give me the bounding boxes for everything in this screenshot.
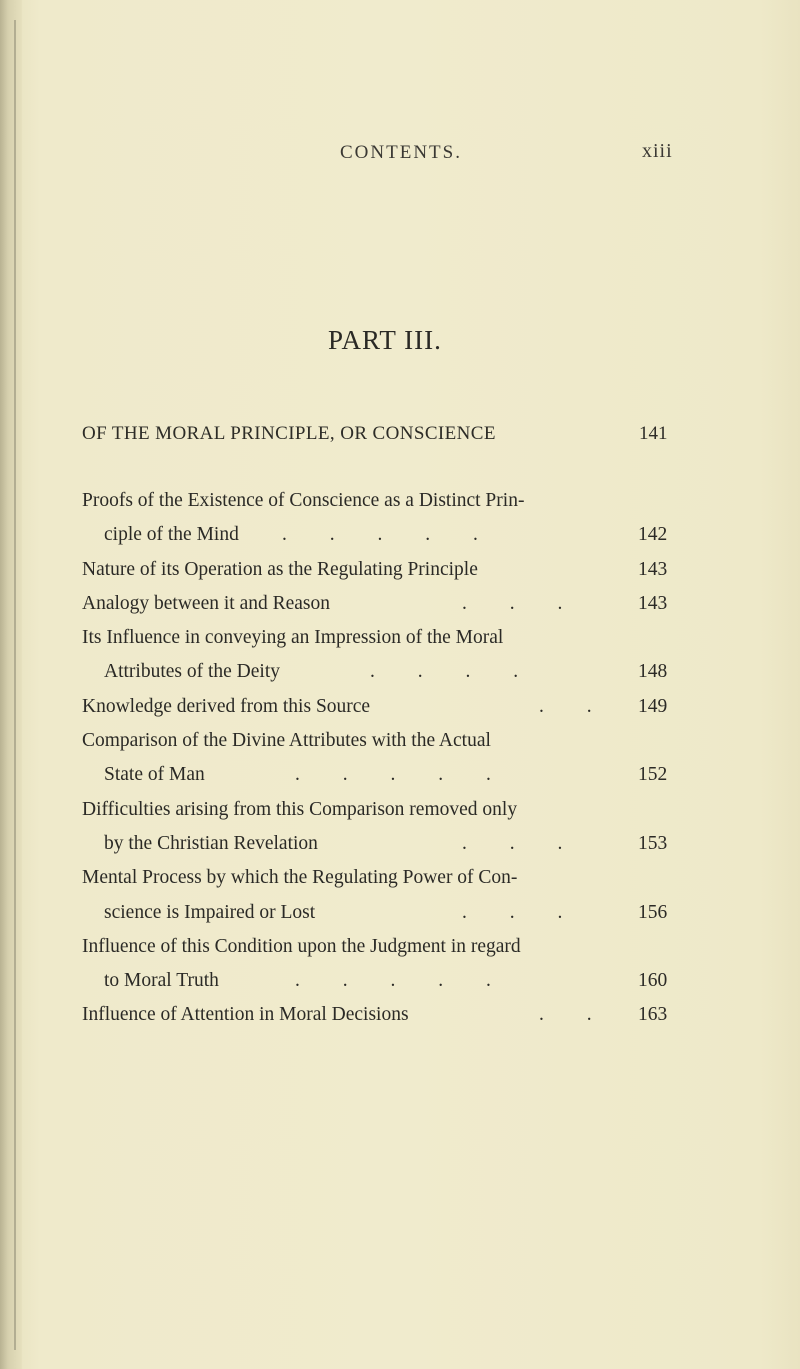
dot-leader: . . — [539, 695, 592, 717]
toc-page-number: 143 — [638, 558, 668, 580]
section-title: OF THE MORAL PRINCIPLE, OR CONSCIENCE — [82, 423, 496, 444]
toc-entry-text: Knowledge derived from this Source — [82, 695, 371, 717]
toc-line — [82, 484, 682, 518]
toc-entry-text: Difficulties arising from this Comparison removed only — [82, 798, 518, 820]
toc-entry-text: to Moral Truth — [104, 970, 219, 992]
dot-leader: . . . — [462, 832, 563, 854]
page-gutter — [0, 0, 22, 1369]
toc-entry-text: Attributes of the Deity — [104, 661, 281, 683]
toc-line — [82, 793, 682, 827]
dot-leader: . . — [539, 1004, 592, 1026]
toc-entry-text: by the Christian Revelation — [104, 832, 318, 854]
toc-entry-text: Mental Process by which the Regulating Power of Con- — [82, 867, 518, 889]
toc-page-number: 160 — [638, 970, 668, 992]
toc-entry-text: Analogy between it and Reason — [82, 592, 331, 614]
toc-line — [82, 655, 682, 689]
toc-line — [82, 758, 682, 792]
dot-leader: . . . — [462, 901, 563, 923]
toc-entry-text: science is Impaired or Lost — [104, 901, 316, 923]
toc-entry-text: Proofs of the Existence of Conscience as a Distinct Prin- — [82, 490, 525, 511]
toc-entry-text: Influence of this Condition upon the Judgment in regard — [82, 935, 521, 957]
section-page-number: 141 — [639, 423, 668, 444]
toc-entry-text: State of Man — [104, 764, 205, 786]
toc-line — [82, 621, 682, 655]
toc-page-number: 152 — [638, 764, 668, 786]
toc-line — [82, 896, 682, 930]
dot-leader: . . . . — [370, 661, 519, 683]
toc-page-number: 153 — [638, 832, 668, 854]
toc-page-number: 142 — [638, 524, 668, 546]
toc-page-number: 163 — [638, 1004, 668, 1026]
toc-line — [82, 518, 682, 552]
toc-entry-text: Comparison of the Divine Attributes with the Actual — [82, 730, 491, 752]
toc-line — [82, 930, 682, 964]
dot-leader: . . . — [462, 592, 563, 614]
toc-entry-text: Nature of its Operation as the Regulating Principle — [82, 558, 478, 580]
toc-line — [82, 998, 682, 1032]
toc-line — [82, 861, 682, 895]
toc-line — [82, 553, 682, 587]
toc-entry-text: Its Influence in conveying an Impression of the Moral — [82, 627, 504, 649]
dot-leader: . . . . . — [295, 764, 491, 786]
running-head: CONTENTS. — [340, 142, 462, 163]
toc-page-number: 156 — [638, 901, 668, 923]
toc-page-number: 143 — [638, 592, 668, 614]
part-heading: PART III. — [328, 325, 442, 355]
toc-entry-text: Influence of Attention in Moral Decisions — [82, 1004, 409, 1026]
page-number: xiii — [642, 140, 673, 162]
dot-leader: . . . . . — [295, 970, 491, 992]
toc-line — [82, 827, 682, 861]
toc-page-number: 149 — [638, 695, 668, 717]
toc-line — [82, 587, 682, 621]
toc-line — [82, 690, 682, 724]
toc-line — [82, 724, 682, 758]
table-of-contents — [82, 484, 682, 1033]
toc-page-number: 148 — [638, 661, 668, 683]
toc-entry-text: ciple of the Mind — [104, 524, 239, 546]
toc-line — [82, 964, 682, 998]
binding-edge — [14, 20, 16, 1350]
dot-leader: . . . . . — [282, 524, 478, 546]
